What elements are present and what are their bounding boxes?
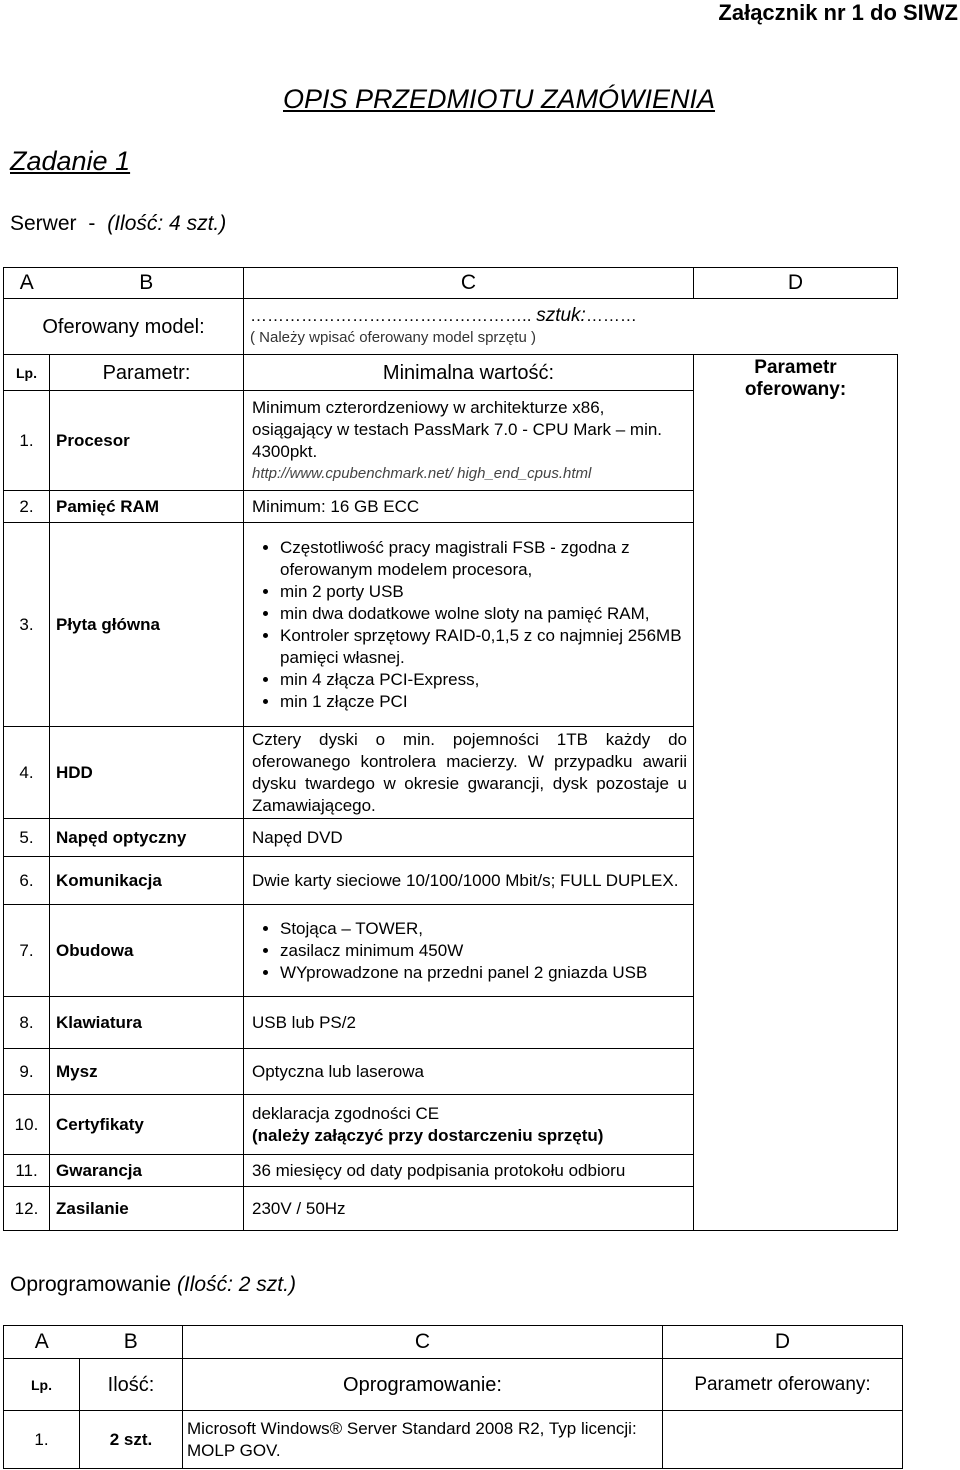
software-heading [10, 1273, 296, 1297]
col-d: D [663, 1326, 903, 1359]
processor-requirement: Minimum czterordzeniowy w architekturze x86, osiągający w testach PassMark 7.0 - CPU Mark – min. 4300pkt. [252, 397, 663, 461]
row-value [244, 523, 694, 727]
software-heading-label: Oprogramowanie [10, 1273, 172, 1296]
list-item: • min 1 złącze PCI [280, 691, 687, 713]
param-header: Parametr: [50, 355, 244, 391]
list-item: • zasilacz minimum 450W [280, 940, 687, 962]
row-lp: 9. [4, 1049, 50, 1095]
offered-model-label: Oferowany model: [4, 299, 244, 355]
col-b: B [80, 1326, 183, 1359]
server-heading-dash: - [88, 212, 96, 235]
row-param-name: Płyta główna [50, 523, 244, 727]
passmark-link[interactable]: http://www.cpubenchmark.net/ high_end_cpus.html [252, 464, 592, 482]
row-lp: 12. [4, 1187, 50, 1231]
row-param-name: Zasilanie [50, 1187, 244, 1231]
col-c: C [244, 268, 694, 299]
pieces-label: sztuk: [536, 304, 586, 326]
row-value [244, 1095, 694, 1155]
software-header: Oprogramowanie: [183, 1359, 663, 1411]
certificate-note: (należy załączyć przy dostarczeniu sprzętu) [252, 1125, 604, 1145]
list-item: • Stojąca – TOWER, [280, 918, 687, 940]
server-heading-label: Serwer [10, 212, 77, 235]
list-item: • Częstotliwość pracy magistrali FSB - zgodna z oferowanym modelem procesora, [280, 537, 687, 581]
col-c: C [183, 1326, 663, 1359]
col-b: B [50, 268, 244, 299]
annex-label: Załącznik nr 1 do SIWZ [718, 0, 958, 25]
row-value: Dwie karty sieciowe 10/100/1000 Mbit/s; FULL DUPLEX. [244, 857, 694, 905]
row-lp: 10. [4, 1095, 50, 1155]
list-item: • WYprowadzone na przedni panel 2 gniazda USB [280, 962, 687, 984]
offered-model-note: ( Należy wpisać oferowany model sprzętu ) [250, 328, 536, 346]
row-param-name: Komunikacja [50, 857, 244, 905]
row-param-name: Mysz [50, 1049, 244, 1095]
row-lp: 5. [4, 819, 50, 857]
row-param-name: Certyfikaty [50, 1095, 244, 1155]
lp-header: Lp. [4, 355, 50, 391]
row-lp: 1. [4, 391, 50, 491]
row-value: Cztery dyski o min. pojemności 1TB każdy do oferowanego kontrolera macierzy. W przypadku awarii dysku twardego w okresie gwarancji, dysk pozostaje u Zamawiającego. [244, 727, 694, 819]
server-spec-table [3, 267, 898, 1231]
offered-param-header: Parametr oferowany: [663, 1359, 903, 1411]
row-value: Optyczna lub laserowa [244, 1049, 694, 1095]
qty-header: Ilość: [80, 1359, 183, 1411]
col-a: A [4, 268, 50, 299]
row-lp: 4. [4, 727, 50, 819]
row-lp: 1. [4, 1411, 80, 1469]
row-lp: 2. [4, 491, 50, 523]
row-param-name: Napęd optyczny [50, 819, 244, 857]
motherboard-list [250, 537, 687, 713]
row-value: Minimum: 16 GB ECC [244, 491, 694, 523]
col-d: D [694, 268, 898, 299]
row-lp: 6. [4, 857, 50, 905]
task-title: Zadanie 1 [10, 146, 131, 176]
row-lp: 8. [4, 997, 50, 1049]
row-lp: 11. [4, 1155, 50, 1187]
row-value: 36 miesięcy od daty podpisania protokołu odbioru [244, 1155, 694, 1187]
list-item: • min dwa dodatkowe wolne sloty na pamięć RAM, [280, 603, 687, 625]
server-heading [10, 212, 226, 236]
row-param-name: Gwarancja [50, 1155, 244, 1187]
row-value: USB lub PS/2 [244, 997, 694, 1049]
page-title: OPIS PRZEDMIOTU ZAMÓWIENIA [283, 84, 716, 114]
pieces-dots: ……… [585, 305, 637, 325]
col-a: A [4, 1326, 80, 1359]
row-value [244, 905, 694, 997]
software-qty: (Ilość: 2 szt.) [176, 1273, 296, 1296]
row-software: Microsoft Windows® Server Standard 2008 R2, Typ licencji: MOLP GOV. [183, 1411, 663, 1469]
row-param-name: Klawiatura [50, 997, 244, 1049]
row-param-name: HDD [50, 727, 244, 819]
certificate-text: deklaracja zgodności CE [252, 1103, 440, 1123]
row-lp: 3. [4, 523, 50, 727]
offered-model-dots: ………………………………………….. [250, 305, 532, 325]
row-param-name: Obudowa [50, 905, 244, 997]
row-offered-param[interactable] [663, 1411, 903, 1469]
software-table [3, 1325, 903, 1469]
row-value: Napęd DVD [244, 819, 694, 857]
row-value [244, 391, 694, 491]
row-lp: 7. [4, 905, 50, 997]
row-param-name: Pamięć RAM [50, 491, 244, 523]
offered-param-header: Parametr oferowany: [744, 357, 847, 400]
offered-param-column[interactable] [694, 355, 898, 1231]
row-value: 230V / 50Hz [244, 1187, 694, 1231]
list-item: • min 2 porty USB [280, 581, 687, 603]
offered-model-field[interactable] [244, 299, 898, 355]
row-qty: 2 szt. [80, 1411, 183, 1469]
min-value-header: Minimalna wartość: [244, 355, 694, 391]
lp-header: Lp. [4, 1359, 80, 1411]
casing-list [250, 918, 687, 984]
server-qty: (Ilość: 4 szt.) [107, 212, 227, 235]
list-item: • min 4 złącza PCI-Express, [280, 669, 687, 691]
list-item: • Kontroler sprzętowy RAID-0,1,5 z co najmniej 256MB pamięci własnej. [280, 625, 687, 669]
row-param-name: Procesor [50, 391, 244, 491]
